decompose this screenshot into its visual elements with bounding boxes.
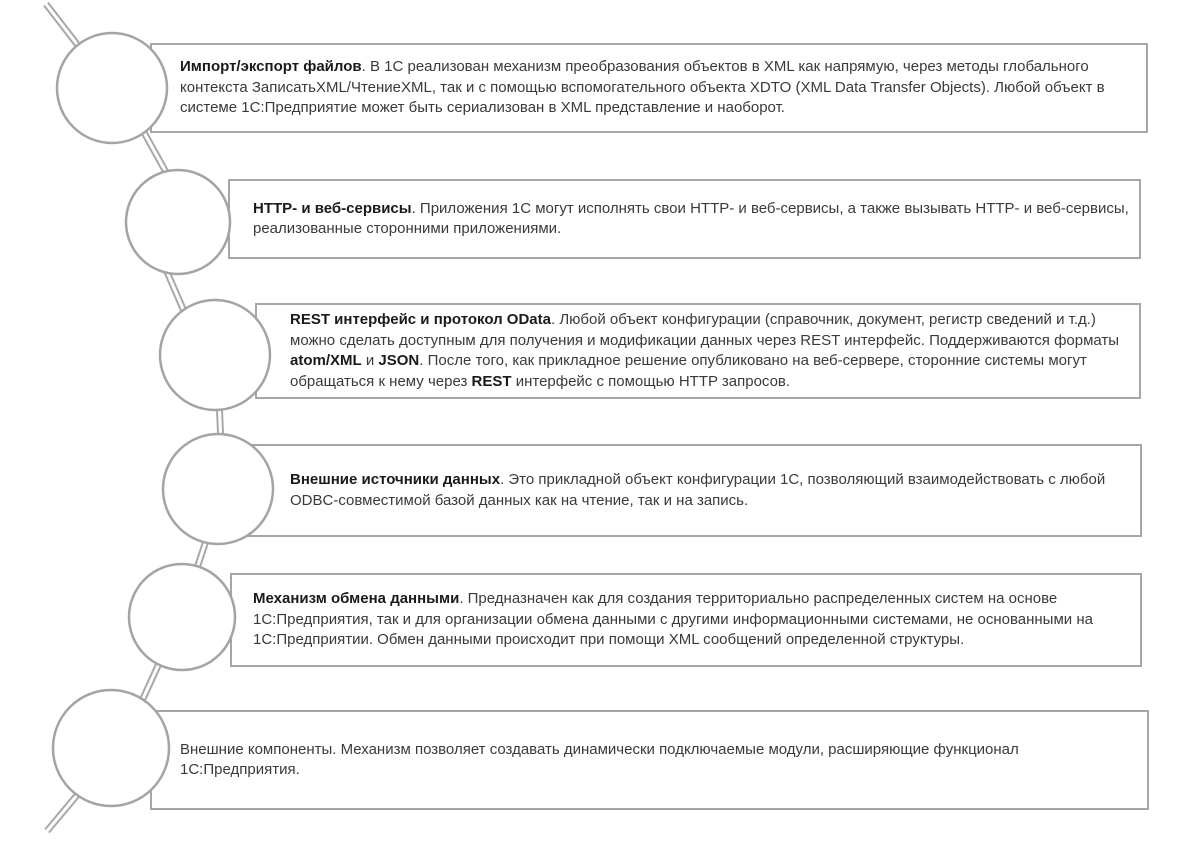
chain-node-circle xyxy=(160,300,270,410)
item-text: Внешние источники данных. Это прикладной объект конфигурации 1С, позволяющий взаимодействовать с любой ODBC-совместимой базой данных как на чтение, так и на запись. xyxy=(290,471,1106,509)
chain-node-circle xyxy=(126,170,230,274)
connector-line xyxy=(46,4,100,74)
connector-line xyxy=(136,646,167,714)
item-text: Внешние компоненты. Механизм позволяет создавать динамически подключаемые модули, расширяющие функционал 1С:Предприятия. xyxy=(180,740,1019,778)
connector-line xyxy=(189,526,211,592)
item-external-data-sources xyxy=(240,444,1142,537)
item-text: Импорт/экспорт файлов. В 1С реализован механизм преобразования объектов в XML как напрямую, через методы глобального контекста ЗаписатьXML/ЧтениеXML, так и с помощью вспомогательного объекта XDTO (XML Data Transfer Objects). Любой объект в системе 1С:Предприятие может быть сериализован в XML представление и наоборот. xyxy=(180,58,1105,117)
item-http-web-services xyxy=(228,179,1141,259)
connector-line xyxy=(219,398,221,445)
connector-line xyxy=(47,788,83,831)
item-data-exchange-mechanism xyxy=(230,573,1142,667)
item-text: HTTP- и веб-сервисы. Приложения 1С могут исполнять свои HTTP- и веб-сервисы, а также вызывать HTTP- и веб-сервисы, реализованные сторонними приложениями. xyxy=(253,199,1129,237)
connector-line xyxy=(161,258,193,332)
chain-node-circle xyxy=(129,564,235,670)
item-rest-odata xyxy=(255,303,1141,399)
chain-nodes xyxy=(53,33,273,806)
item-text: REST интерфейс и протокол OData. Любой объект конфигурации (справочник, документ, регистр сведений и т.д.) можно сделать доступным для получения и модификации данных через REST интерфейс. Поддерживаются форматы atom/XML и JSON. После того, как прикладное решение опубликовано на веб-сервере, сторонние системы могут обращаться к нему через REST интерфейс с помощью HTTP запросов. xyxy=(290,311,1120,390)
item-text: Механизм обмена данными. Предназначен как для создания территориально распределенных систем на основе 1С:Предприятия, так и для организации обмена данными с другими информационными системами, не основанными на 1С:Предприятии. Обмен данными происходит при помощи XML сообщений определенной структуры. xyxy=(253,590,1093,649)
item-import-export-files xyxy=(150,43,1148,133)
item-external-components xyxy=(150,710,1149,810)
